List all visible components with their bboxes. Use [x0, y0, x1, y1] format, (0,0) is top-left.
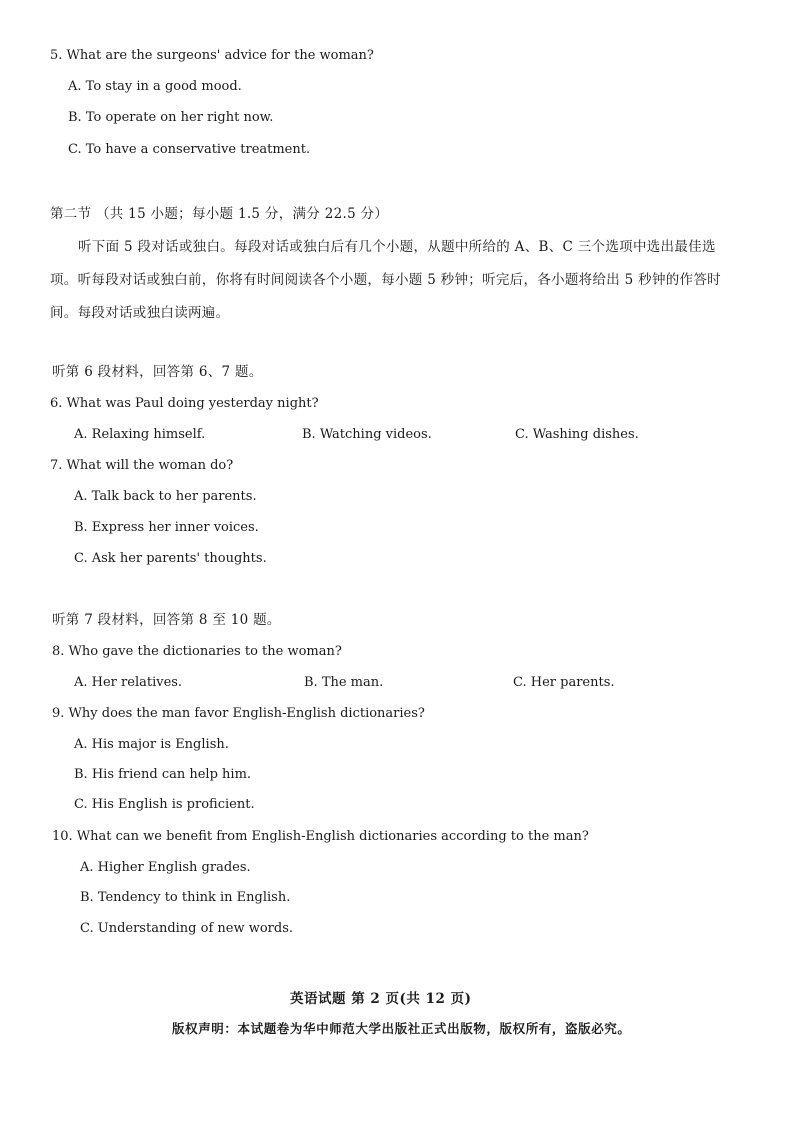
q6-option-b: B. Watching videos. [302, 427, 432, 442]
question-8: 8. Who gave the dictionaries to the woman? [52, 644, 342, 659]
copyright-notice: 版权声明：本试题卷为华中师范大学出版社正式出版物，版权所有，盗版必究。 [172, 1021, 631, 1036]
question-6: 6. What was Paul doing yesterday night? [50, 396, 319, 411]
q6-option-a: A. Relaxing himself. [74, 427, 206, 442]
q8-option-a: A. Her relatives. [74, 675, 183, 690]
question-7: 7. What will the woman do? [50, 458, 234, 473]
q10-option-b: B. Tendency to think in English. [80, 890, 291, 905]
q10-option-c: C. Understanding of new words. [80, 921, 294, 936]
question-5: 5. What are the surgeons' advice for the woman? [50, 48, 374, 63]
passage-7-intro: 听第 7 段材料，回答第 8 至 10 题。 [52, 612, 281, 628]
q10-option-a: A. Higher English grades. [80, 860, 251, 875]
q5-option-a: A. To stay in a good mood. [68, 79, 242, 94]
section-2-instruction-line-1: 听下面 5 段对话或独白。每段对话或独白后有几个小题，从题中所给的 A、B、C 三个选项中选出最佳选 [78, 239, 716, 255]
q7-option-b: B. Express her inner voices. [74, 520, 259, 535]
q5-option-c: C. To have a conservative treatment. [68, 142, 311, 157]
question-9: 9. Why does the man favor English-English dictionaries? [52, 706, 425, 721]
section-2-instruction-line-3: 间。每段对话或独白读两遍。 [50, 305, 230, 321]
q9-option-a: A. His major is English. [74, 737, 229, 752]
q7-option-c: C. Ask her parents' thoughts. [74, 551, 267, 566]
q7-option-a: A. Talk back to her parents. [74, 489, 257, 504]
question-10: 10. What can we benefit from English-English dictionaries according to the man? [52, 829, 589, 844]
q8-option-b: B. The man. [304, 675, 384, 690]
q6-option-c: C. Washing dishes. [515, 427, 639, 442]
q8-option-c: C. Her parents. [513, 675, 615, 690]
passage-6-intro: 听第 6 段材料，回答第 6、7 题。 [52, 364, 263, 380]
q9-option-c: C. His English is proficient. [74, 797, 255, 812]
section-2-heading: 第二节 （共 15 小题；每小题 1.5 分，满分 22.5 分） [50, 206, 389, 222]
page-number-footer: 英语试题 第 2 页(共 12 页) [290, 991, 472, 1007]
q5-option-b: B. To operate on her right now. [68, 110, 274, 125]
q9-option-b: B. His friend can help him. [74, 767, 252, 782]
section-2-instruction-line-2: 项。听每段对话或独白前，你将有时间阅读各个小题，每小题 5 秒钟；听完后，各小题将给出 5 秒钟的作答时 [50, 272, 721, 288]
